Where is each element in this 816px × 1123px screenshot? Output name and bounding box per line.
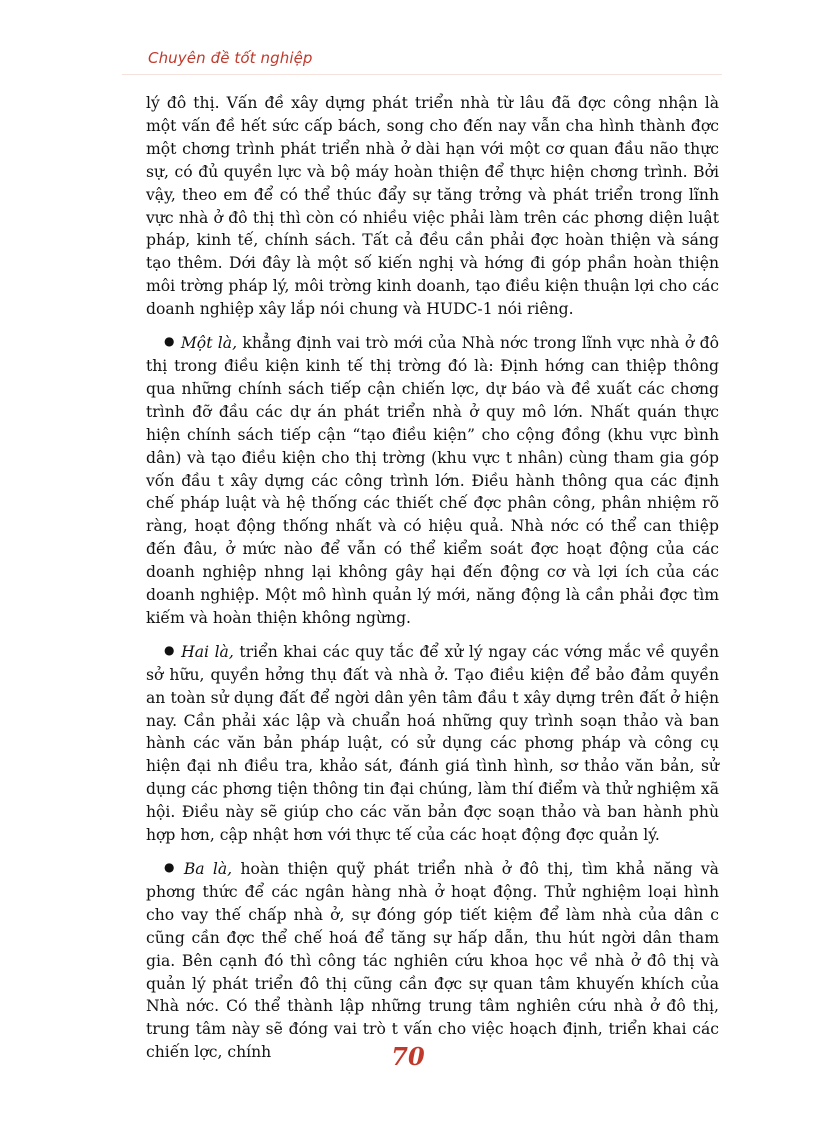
body-text: [146, 92, 719, 1073]
paragraph-ba-la: [146, 856, 719, 1064]
paragraph-lead: Một là,: [180, 334, 238, 353]
page-number: 70: [391, 1042, 425, 1071]
bullet-icon: ●: [164, 860, 178, 874]
paragraph-mot-la: [146, 330, 719, 630]
paragraph-text: lý đô thị. Vấn đề xây dựng phát triển nhà từ lâu đã đợc công nhận là một vấn đề hết sức cấp bách, song cho đến nay vẫn cha hình thành đợc một chơng trình phát triển nhà ở dài hạn với một cơ quan đầu não thực sự, có đủ quyền lực và bộ máy hoàn thiện để thực hiện chơng trình. Bởi vậy, theo em để có thể thúc đẩy sự tăng trởng và phát triển trong lĩnh vực nhà ở đô thị thì còn có nhiều việc phải làm trên các phơng diện luật pháp, kinh tế, chính sách. Tất cả đều cần phải đợc hoàn thiện và sáng tạo thêm. Dới đây là một số kiến nghị và hớng đi góp phần hoàn thiện môi trờng pháp lý, môi trờng kinh doanh, tạo điều kiện thuận lợi cho các doanh nghiệp xây lắp nói chung và HUDC-1 nói riêng.: [146, 94, 719, 319]
bullet-icon: ●: [164, 642, 176, 657]
running-header: Chuyên đề tốt nghiệp: [148, 49, 313, 67]
paragraph-intro: [146, 92, 719, 321]
paragraph-lead: Ba là,: [183, 860, 233, 878]
header-rule: [122, 74, 722, 75]
paragraph-lead: Hai là,: [181, 642, 234, 661]
paragraph-hai-la: [146, 639, 719, 847]
bullet-icon: ●: [164, 334, 175, 349]
paragraph-text: triển khai các quy tắc để xử lý ngay các vớng mắc về quyền sở hữu, quyền hởng thụ đất và nhà ở. Tạo điều kiện để bảo đảm quyền an toàn sử dụng đất để ngời dân yên tâm đầu t xây dựng trên đất ở hiện nay. Cần phải xác lập và chuẩn hoá những quy trình soạn thảo và ban hành các văn bản pháp luật, có sử dụng các phơng pháp và công cụ hiện đại nh điều tra, khảo sát, đánh giá tình hình, sơ thảo văn bản, sử dụng các phơng tiện thông tin đại chúng, làm thí điểm và thử nghiệm xã hội. Điều này sẽ giúp cho các văn bản đợc soạn thảo và ban hành phù hợp hơn, cập nhật hơn với thực tế của các hoạt động đợc quản lý.: [146, 642, 719, 845]
paragraph-text: hoàn thiện quỹ phát triển nhà ở đô thị, tìm khả năng và phơng thức để các ngân hàng nhà ở hoạt động. Thử nghiệm loại hình cho vay thế chấp nhà ở, sự đóng góp tiết kiệm để làm nhà của dân c cũng cần đợc thể chế hoá để tăng sự hấp dẫn, thu hút ngời dân tham gia. Bên cạnh đó thì công tác nghiên cứu khoa học về nhà ở đô thị và quản lý phát triển đô thị cũng cần đợc sự quan tâm khuyến khích của Nhà nớc. Có thể thành lập những trung tâm nghiên cứu nhà ở đô thị, trung tâm này sẽ đóng vai trò t vấn cho việc hoạch định, triển khai các chiến lợc, chính: [146, 860, 719, 1062]
paragraph-text: khẳng định vai trò mới của Nhà nớc trong lĩnh vực nhà ở đô thị trong điều kiện kinh tế thị trờng đó là: Định hớng can thiệp thông qua những chính sách tiếp cận chiến lợc, dự báo và đề xuất các chơng trình đỡ đầu các dự án phát triển nhà ở quy mô lớn. Nhất quán thực hiện chính sách tiếp cận “tạo điều kiện” cho cộng đồng (khu vực bình dân) và tạo điều kiện cho thị trờng (khu vực t nhân) cùng tham gia góp vốn đầu t xây dựng các công trình lớn. Điều hành thông qua các định chế pháp luật và hệ thống các thiết chế đợc phân công, phân nhiệm rõ ràng, hoạt động thống nhất và có hiệu quả. Nhà nớc có thể can thiệp đến đâu, ở mức nào để vẫn có thể kiểm soát đợc hoạt động của các doanh nghiệp nhng lại không gây hại đến động cơ và lợi ích của các doanh nghiệp. Một mô hình quản lý mới, năng động là cần phải đợc tìm kiếm và hoàn thiện không ngừng.: [146, 334, 719, 627]
